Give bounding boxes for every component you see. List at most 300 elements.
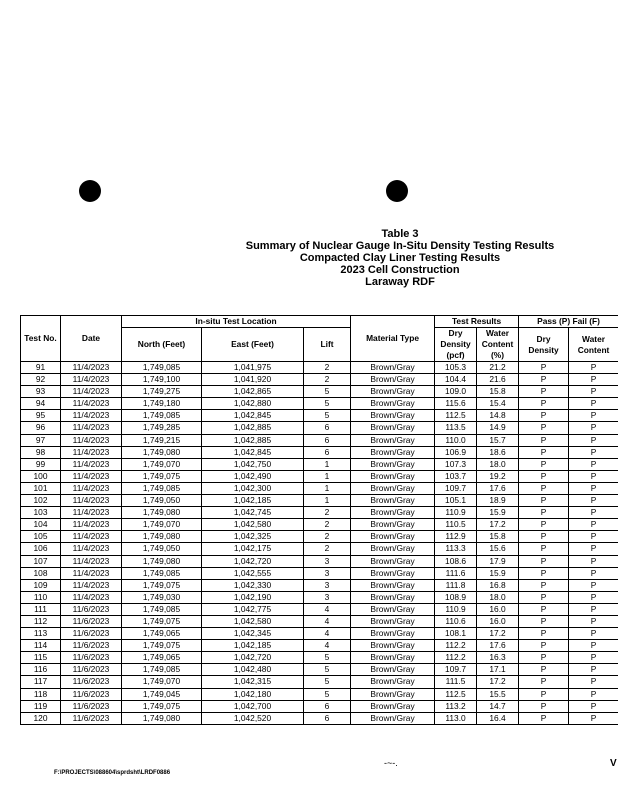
table-row	[21, 470, 618, 482]
cell-east: 1,042,555	[202, 567, 304, 579]
cell-date: 11/4/2023	[61, 482, 122, 494]
cell-east: 1,041,920	[202, 374, 304, 386]
header-east: East (Feet)	[202, 328, 304, 362]
cell-lift: 2	[304, 543, 351, 555]
cell-water-content: 17.2	[477, 519, 519, 531]
cell-dry-density: 110.9	[435, 603, 477, 615]
cell-lift: 2	[304, 362, 351, 374]
cell-east: 1,042,865	[202, 386, 304, 398]
cell-water-content: 17.1	[477, 664, 519, 676]
cell-pf-water: P	[569, 470, 618, 482]
cell-east: 1,042,880	[202, 398, 304, 410]
cell-pf-water: P	[569, 386, 618, 398]
cell-water-content: 15.8	[477, 386, 519, 398]
cell-pf-water: P	[569, 507, 618, 519]
cell-test-no: 108	[21, 567, 61, 579]
cell-dry-density: 109.7	[435, 664, 477, 676]
cell-pf-dry: P	[519, 386, 569, 398]
cell-pf-dry: P	[519, 543, 569, 555]
cell-material: Brown/Gray	[351, 531, 435, 543]
cell-dry-density: 113.0	[435, 712, 477, 724]
cell-test-no: 97	[21, 434, 61, 446]
cell-east: 1,042,185	[202, 495, 304, 507]
cell-lift: 5	[304, 652, 351, 664]
table-row	[21, 543, 618, 555]
cell-water-content: 19.2	[477, 470, 519, 482]
cell-water-content: 15.9	[477, 567, 519, 579]
table-row	[21, 434, 618, 446]
cell-material: Brown/Gray	[351, 507, 435, 519]
cell-north: 1,749,070	[122, 458, 202, 470]
cell-material: Brown/Gray	[351, 700, 435, 712]
cell-dry-density: 103.7	[435, 470, 477, 482]
cell-material: Brown/Gray	[351, 519, 435, 531]
cell-lift: 1	[304, 495, 351, 507]
cell-date: 11/6/2023	[61, 652, 122, 664]
cell-water-content: 16.0	[477, 615, 519, 627]
table-row	[21, 676, 618, 688]
cell-test-no: 112	[21, 615, 61, 627]
cell-lift: 3	[304, 567, 351, 579]
cell-dry-density: 115.6	[435, 398, 477, 410]
cell-north: 1,749,075	[122, 615, 202, 627]
cell-pf-dry: P	[519, 398, 569, 410]
cell-dry-density: 105.1	[435, 495, 477, 507]
cell-water-content: 18.9	[477, 495, 519, 507]
cell-date: 11/4/2023	[61, 543, 122, 555]
cell-pf-dry: P	[519, 410, 569, 422]
cell-dry-density: 113.3	[435, 543, 477, 555]
cell-north: 1,749,285	[122, 422, 202, 434]
cell-material: Brown/Gray	[351, 712, 435, 724]
cell-material: Brown/Gray	[351, 434, 435, 446]
cell-lift: 3	[304, 579, 351, 591]
cell-north: 1,749,080	[122, 507, 202, 519]
cell-north: 1,749,080	[122, 712, 202, 724]
cell-test-no: 105	[21, 531, 61, 543]
cell-lift: 3	[304, 555, 351, 567]
cell-east: 1,042,315	[202, 676, 304, 688]
table-row	[21, 362, 618, 374]
cell-material: Brown/Gray	[351, 386, 435, 398]
cell-date: 11/6/2023	[61, 628, 122, 640]
cell-pf-dry: P	[519, 700, 569, 712]
table-row	[21, 615, 618, 627]
cell-east: 1,042,175	[202, 543, 304, 555]
cell-test-no: 107	[21, 555, 61, 567]
table-row	[21, 374, 618, 386]
table-row	[21, 688, 618, 700]
table-body	[21, 362, 618, 725]
cell-dry-density: 112.2	[435, 652, 477, 664]
cell-material: Brown/Gray	[351, 628, 435, 640]
edge-mark: V	[610, 758, 617, 769]
cell-pf-dry: P	[519, 664, 569, 676]
table-row	[21, 482, 618, 494]
cell-pf-dry: P	[519, 688, 569, 700]
cell-test-no: 96	[21, 422, 61, 434]
cell-test-no: 119	[21, 700, 61, 712]
title-line-4: 2023 Cell Construction	[340, 264, 460, 276]
cell-north: 1,749,045	[122, 688, 202, 700]
cell-date: 11/6/2023	[61, 688, 122, 700]
header-location: In-situ Test Location	[122, 316, 351, 328]
table-row	[21, 567, 618, 579]
cell-pf-water: P	[569, 640, 618, 652]
cell-pf-water: P	[569, 362, 618, 374]
cell-pf-water: P	[569, 676, 618, 688]
cell-north: 1,749,065	[122, 652, 202, 664]
cell-north: 1,749,075	[122, 700, 202, 712]
cell-pf-dry: P	[519, 458, 569, 470]
cell-east: 1,042,750	[202, 458, 304, 470]
cell-test-no: 94	[21, 398, 61, 410]
header-pf-dry: Dry Density	[519, 328, 569, 362]
cell-material: Brown/Gray	[351, 495, 435, 507]
cell-pf-dry: P	[519, 652, 569, 664]
cell-material: Brown/Gray	[351, 676, 435, 688]
cell-pf-dry: P	[519, 482, 569, 494]
cell-east: 1,042,845	[202, 446, 304, 458]
cell-lift: 6	[304, 700, 351, 712]
cell-test-no: 93	[21, 386, 61, 398]
cell-dry-density: 113.2	[435, 700, 477, 712]
cell-pf-water: P	[569, 603, 618, 615]
cell-north: 1,749,085	[122, 603, 202, 615]
cell-water-content: 18.0	[477, 458, 519, 470]
cell-water-content: 15.5	[477, 688, 519, 700]
header-pass-fail: Pass (P) Fail (F)	[519, 316, 618, 328]
cell-test-no: 114	[21, 640, 61, 652]
cell-material: Brown/Gray	[351, 446, 435, 458]
table-row	[21, 410, 618, 422]
cell-pf-water: P	[569, 446, 618, 458]
cell-dry-density: 108.1	[435, 628, 477, 640]
page-mark: -~-.	[384, 758, 398, 768]
cell-material: Brown/Gray	[351, 664, 435, 676]
cell-lift: 5	[304, 676, 351, 688]
cell-lift: 1	[304, 470, 351, 482]
cell-east: 1,042,325	[202, 531, 304, 543]
cell-lift: 4	[304, 615, 351, 627]
cell-water-content: 17.2	[477, 628, 519, 640]
cell-water-content: 16.8	[477, 579, 519, 591]
cell-date: 11/4/2023	[61, 398, 122, 410]
cell-material: Brown/Gray	[351, 470, 435, 482]
cell-date: 11/6/2023	[61, 640, 122, 652]
cell-east: 1,042,190	[202, 591, 304, 603]
cell-pf-dry: P	[519, 362, 569, 374]
cell-test-no: 113	[21, 628, 61, 640]
table-row	[21, 664, 618, 676]
header-water-content: Water Content (%)	[477, 328, 519, 362]
cell-pf-dry: P	[519, 591, 569, 603]
cell-pf-dry: P	[519, 628, 569, 640]
cell-north: 1,749,085	[122, 567, 202, 579]
cell-pf-dry: P	[519, 470, 569, 482]
cell-pf-dry: P	[519, 615, 569, 627]
cell-north: 1,749,065	[122, 628, 202, 640]
cell-date: 11/4/2023	[61, 362, 122, 374]
cell-date: 11/6/2023	[61, 664, 122, 676]
table-row	[21, 507, 618, 519]
cell-water-content: 17.9	[477, 555, 519, 567]
header-material: Material Type	[351, 316, 435, 362]
table-row	[21, 446, 618, 458]
cell-date: 11/4/2023	[61, 555, 122, 567]
cell-date: 11/4/2023	[61, 470, 122, 482]
table-row	[21, 458, 618, 470]
cell-date: 11/6/2023	[61, 712, 122, 724]
table-title	[210, 228, 590, 288]
cell-pf-dry: P	[519, 446, 569, 458]
cell-date: 11/4/2023	[61, 519, 122, 531]
cell-water-content: 15.4	[477, 398, 519, 410]
cell-test-no: 115	[21, 652, 61, 664]
table-row	[21, 555, 618, 567]
cell-pf-water: P	[569, 615, 618, 627]
cell-pf-water: P	[569, 519, 618, 531]
cell-north: 1,749,085	[122, 664, 202, 676]
cell-pf-dry: P	[519, 676, 569, 688]
table-row	[21, 652, 618, 664]
table-row	[21, 712, 618, 724]
cell-north: 1,749,085	[122, 362, 202, 374]
cell-pf-water: P	[569, 434, 618, 446]
cell-pf-dry: P	[519, 495, 569, 507]
cell-lift: 4	[304, 628, 351, 640]
cell-north: 1,749,075	[122, 470, 202, 482]
cell-north: 1,749,085	[122, 410, 202, 422]
cell-pf-water: P	[569, 374, 618, 386]
cell-lift: 4	[304, 603, 351, 615]
cell-lift: 1	[304, 482, 351, 494]
cell-material: Brown/Gray	[351, 458, 435, 470]
cell-test-no: 110	[21, 591, 61, 603]
cell-pf-water: P	[569, 652, 618, 664]
cell-dry-density: 105.3	[435, 362, 477, 374]
cell-material: Brown/Gray	[351, 640, 435, 652]
cell-pf-dry: P	[519, 712, 569, 724]
table-row	[21, 398, 618, 410]
cell-date: 11/6/2023	[61, 615, 122, 627]
cell-date: 11/4/2023	[61, 531, 122, 543]
cell-pf-water: P	[569, 700, 618, 712]
title-line-3: Compacted Clay Liner Testing Results	[299, 252, 501, 264]
cell-lift: 3	[304, 591, 351, 603]
cell-pf-dry: P	[519, 507, 569, 519]
cell-north: 1,749,075	[122, 640, 202, 652]
cell-lift: 2	[304, 507, 351, 519]
cell-test-no: 92	[21, 374, 61, 386]
cell-pf-water: P	[569, 495, 618, 507]
title-line-1: Table 3	[381, 228, 419, 240]
cell-pf-dry: P	[519, 422, 569, 434]
cell-test-no: 101	[21, 482, 61, 494]
cell-water-content: 17.6	[477, 482, 519, 494]
cell-material: Brown/Gray	[351, 543, 435, 555]
cell-test-no: 100	[21, 470, 61, 482]
cell-pf-water: P	[569, 555, 618, 567]
cell-water-content: 16.3	[477, 652, 519, 664]
cell-test-no: 91	[21, 362, 61, 374]
cell-east: 1,042,330	[202, 579, 304, 591]
table-row	[21, 422, 618, 434]
cell-lift: 5	[304, 664, 351, 676]
table-row	[21, 640, 618, 652]
file-path: F:\PROJECTS\088604\sprdsht\LRDF0886	[54, 770, 171, 776]
cell-pf-dry: P	[519, 640, 569, 652]
header-test-results: Test Results	[435, 316, 519, 328]
cell-test-no: 103	[21, 507, 61, 519]
cell-date: 11/4/2023	[61, 495, 122, 507]
cell-lift: 5	[304, 398, 351, 410]
cell-east: 1,041,975	[202, 362, 304, 374]
cell-material: Brown/Gray	[351, 374, 435, 386]
cell-test-no: 117	[21, 676, 61, 688]
cell-pf-dry: P	[519, 519, 569, 531]
cell-water-content: 15.8	[477, 531, 519, 543]
cell-water-content: 21.2	[477, 362, 519, 374]
cell-east: 1,042,745	[202, 507, 304, 519]
table-row	[21, 495, 618, 507]
cell-water-content: 16.0	[477, 603, 519, 615]
cell-dry-density: 110.9	[435, 507, 477, 519]
cell-test-no: 120	[21, 712, 61, 724]
cell-water-content: 17.2	[477, 676, 519, 688]
cell-pf-dry: P	[519, 603, 569, 615]
density-results-table	[20, 315, 618, 725]
cell-test-no: 106	[21, 543, 61, 555]
cell-lift: 6	[304, 446, 351, 458]
cell-east: 1,042,845	[202, 410, 304, 422]
cell-water-content: 18.6	[477, 446, 519, 458]
cell-pf-water: P	[569, 591, 618, 603]
cell-east: 1,042,180	[202, 688, 304, 700]
cell-material: Brown/Gray	[351, 603, 435, 615]
cell-dry-density: 109.0	[435, 386, 477, 398]
cell-north: 1,749,100	[122, 374, 202, 386]
cell-material: Brown/Gray	[351, 398, 435, 410]
cell-pf-water: P	[569, 579, 618, 591]
cell-dry-density: 112.9	[435, 531, 477, 543]
cell-water-content: 18.0	[477, 591, 519, 603]
cell-date: 11/4/2023	[61, 458, 122, 470]
cell-pf-water: P	[569, 458, 618, 470]
cell-lift: 6	[304, 434, 351, 446]
cell-material: Brown/Gray	[351, 410, 435, 422]
cell-pf-water: P	[569, 543, 618, 555]
cell-material: Brown/Gray	[351, 555, 435, 567]
cell-east: 1,042,885	[202, 422, 304, 434]
cell-lift: 1	[304, 458, 351, 470]
cell-dry-density: 109.7	[435, 482, 477, 494]
punch-hole-right	[386, 180, 408, 202]
cell-dry-density: 110.5	[435, 519, 477, 531]
cell-lift: 5	[304, 688, 351, 700]
cell-pf-dry: P	[519, 567, 569, 579]
cell-date: 11/4/2023	[61, 422, 122, 434]
cell-dry-density: 112.2	[435, 640, 477, 652]
header-date: Date	[61, 316, 122, 362]
cell-dry-density: 112.5	[435, 688, 477, 700]
table-row	[21, 628, 618, 640]
cell-east: 1,042,300	[202, 482, 304, 494]
cell-date: 11/4/2023	[61, 591, 122, 603]
cell-dry-density: 111.6	[435, 567, 477, 579]
cell-date: 11/6/2023	[61, 676, 122, 688]
table-row	[21, 591, 618, 603]
cell-material: Brown/Gray	[351, 579, 435, 591]
cell-test-no: 95	[21, 410, 61, 422]
cell-water-content: 14.9	[477, 422, 519, 434]
cell-east: 1,042,345	[202, 628, 304, 640]
cell-material: Brown/Gray	[351, 688, 435, 700]
cell-east: 1,042,580	[202, 519, 304, 531]
cell-pf-water: P	[569, 567, 618, 579]
cell-date: 11/4/2023	[61, 579, 122, 591]
cell-dry-density: 111.5	[435, 676, 477, 688]
cell-date: 11/4/2023	[61, 410, 122, 422]
cell-dry-density: 110.0	[435, 434, 477, 446]
cell-date: 11/6/2023	[61, 700, 122, 712]
cell-water-content: 17.6	[477, 640, 519, 652]
cell-north: 1,749,215	[122, 434, 202, 446]
cell-lift: 6	[304, 422, 351, 434]
cell-east: 1,042,520	[202, 712, 304, 724]
cell-lift: 6	[304, 712, 351, 724]
cell-dry-density: 110.6	[435, 615, 477, 627]
cell-dry-density: 108.9	[435, 591, 477, 603]
cell-water-content: 21.6	[477, 374, 519, 386]
cell-material: Brown/Gray	[351, 591, 435, 603]
cell-material: Brown/Gray	[351, 567, 435, 579]
cell-lift: 5	[304, 410, 351, 422]
cell-north: 1,749,080	[122, 531, 202, 543]
cell-dry-density: 111.8	[435, 579, 477, 591]
header-pf-water: Water Content	[569, 328, 618, 362]
cell-lift: 2	[304, 374, 351, 386]
cell-pf-water: P	[569, 688, 618, 700]
cell-water-content: 15.9	[477, 507, 519, 519]
table-row	[21, 386, 618, 398]
header-lift: Lift	[304, 328, 351, 362]
cell-east: 1,042,490	[202, 470, 304, 482]
cell-water-content: 14.7	[477, 700, 519, 712]
header-test-no: Test No.	[21, 316, 61, 362]
title-line-5: Laraway RDF	[365, 276, 435, 288]
cell-east: 1,042,720	[202, 555, 304, 567]
cell-date: 11/4/2023	[61, 567, 122, 579]
cell-north: 1,749,050	[122, 495, 202, 507]
cell-date: 11/4/2023	[61, 374, 122, 386]
cell-pf-dry: P	[519, 579, 569, 591]
cell-test-no: 99	[21, 458, 61, 470]
cell-north: 1,749,070	[122, 676, 202, 688]
cell-material: Brown/Gray	[351, 482, 435, 494]
cell-east: 1,042,700	[202, 700, 304, 712]
punch-hole-left	[79, 180, 101, 202]
cell-lift: 5	[304, 386, 351, 398]
cell-north: 1,749,085	[122, 482, 202, 494]
cell-lift: 2	[304, 519, 351, 531]
cell-pf-water: P	[569, 422, 618, 434]
cell-test-no: 102	[21, 495, 61, 507]
cell-test-no: 116	[21, 664, 61, 676]
cell-test-no: 109	[21, 579, 61, 591]
cell-pf-dry: P	[519, 374, 569, 386]
cell-east: 1,042,775	[202, 603, 304, 615]
